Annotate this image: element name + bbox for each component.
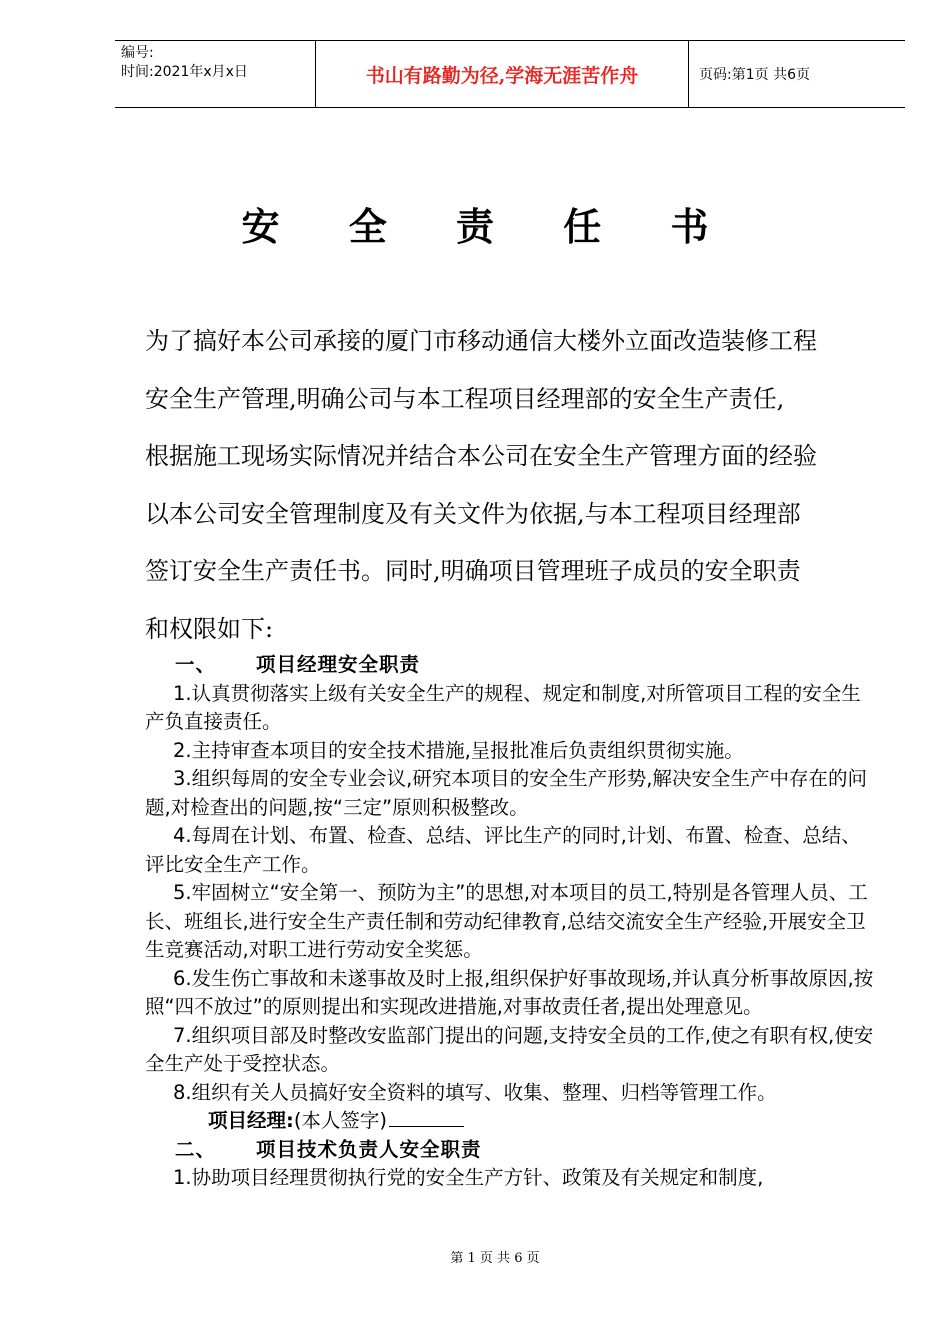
intro-line: 根据施工现场实际情况并结合本公司在安全生产管理方面的经验 (145, 442, 817, 470)
duty-item: 1.认真贯彻落实上级有关安全生产的规程、规定和制度,对所管项目工程的安全生产负直接责任。 (145, 681, 861, 733)
intro-paragraph (145, 313, 885, 658)
document-time-label: 时间:2021年x月x日 (121, 64, 248, 80)
duty-item: 6.发生伤亡事故和未遂事故及时上报,组织保护好事故现场,并认真分析事故原因,按照“四不放过”的原则提出和实现改进措施,对事故责任者,提出处理意见。 (145, 966, 874, 1018)
header-page-info: 页码:第1页 共6页 (699, 67, 810, 83)
header-motto: 书山有路勤为径,学海无涯苦作舟 (315, 41, 689, 107)
intro-line: 为了搞好本公司承接的厦门市移动通信大楼外立面改造装修工程 (145, 327, 817, 355)
duty-item: 5.牢固树立“安全第一、预防为主”的思想,对本项目的员工,特别是各管理人员、工长、班组长,进行安全生产责任制和劳动纪律教育,总结交流安全生产经验,开展安全卫生竞赛活动,对职工进行劳动安全奖惩。 (145, 881, 868, 961)
intro-line: 和权限如下: (145, 614, 274, 643)
document-title: 安 全 责 任 书 (241, 205, 737, 249)
signature-line (145, 1107, 875, 1136)
section-heading-2 (145, 1136, 875, 1165)
section-number: 一、 (175, 653, 217, 676)
intro-line: 签订安全生产责任书。同时,明确项目管理班子成员的安全职责 (145, 557, 801, 585)
page-footer: 第 1 页 共 6 页 (450, 1251, 540, 1266)
duty-item: 4.每周在计划、布置、检查、总结、评比生产的同时,计划、布置、检查、总结、评比安全生产工作。 (145, 824, 861, 876)
document-body (145, 651, 875, 1193)
section-title: 项目经理安全职责 (256, 653, 421, 676)
intro-line: 安全生产管理,明确公司与本工程项目经理部的安全生产责任, (145, 384, 785, 413)
signature-blank[interactable] (389, 1108, 464, 1127)
document-number-label: 编号: (121, 45, 154, 61)
duty-item: 8.组织有关人员搞好安全资料的填写、收集、整理、归档等管理工作。 (173, 1080, 777, 1104)
duty-item: 3.组织每周的安全专业会议,研究本项目的安全生产形势,解决安全生产中存在的问题,对检查出的问题,按“三定”原则积极整改。 (145, 767, 868, 819)
duty-item: 7.组织项目部及时整改安监部门提出的问题,支持安全员的工作,使之有职有权,使安全生产处于受控状态。 (145, 1023, 874, 1075)
page-header (115, 40, 905, 108)
signature-note: (本人签字) (293, 1109, 388, 1132)
duty-item: 2.主持审查本项目的安全技术措施,呈报批准后负责组织贯彻实施。 (173, 738, 744, 762)
duty-item: 1.协助项目经理贯彻执行党的安全生产方针、政策及有关规定和制度, (173, 1166, 764, 1189)
header-meta (115, 41, 315, 107)
signature-label: 项目经理: (208, 1109, 294, 1132)
intro-line: 以本公司安全管理制度及有关文件为依据,与本工程项目经理部 (145, 499, 801, 528)
section-title: 项目技术负责人安全职责 (256, 1137, 482, 1161)
section-number: 二、 (175, 1137, 217, 1161)
section-heading-1 (145, 651, 875, 680)
